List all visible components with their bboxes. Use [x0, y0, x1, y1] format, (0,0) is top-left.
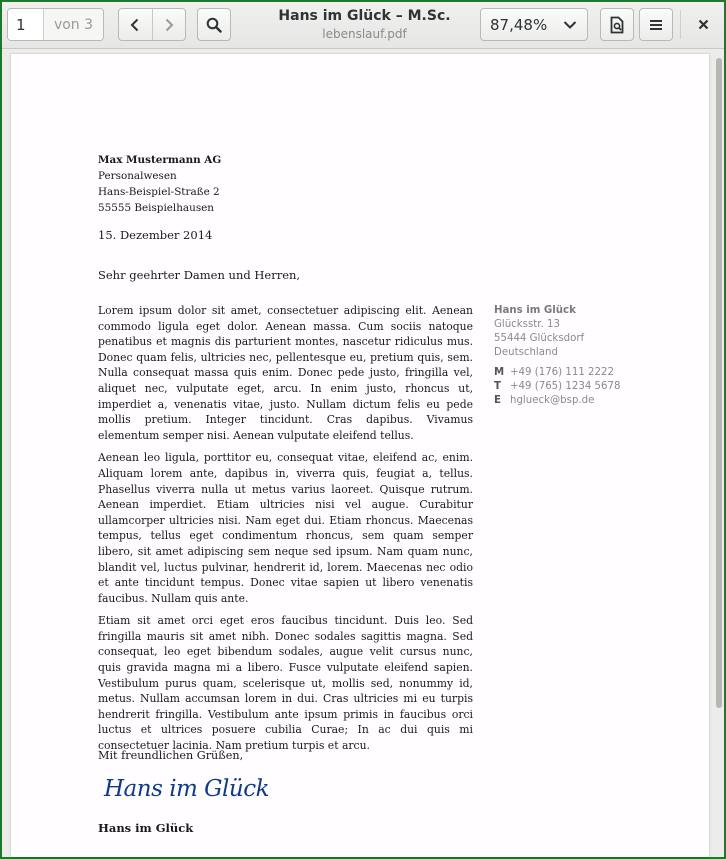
letter-body — [98, 303, 473, 761]
previous-page-button[interactable] — [119, 9, 152, 40]
sender-country: Deutschland — [494, 347, 558, 358]
email-label: E — [494, 395, 501, 406]
document-filename: lebenslauf.pdf — [322, 27, 407, 41]
page-navigator — [7, 8, 104, 41]
zoom-selector[interactable] — [480, 8, 588, 41]
zoom-level: 87,48% — [490, 15, 548, 34]
sender-street: Glücksstr. 13 — [494, 319, 560, 330]
close-button[interactable] — [686, 8, 720, 41]
recipient-address — [98, 152, 221, 216]
body-paragraph: Aenean leo ligula, porttitor eu, consequat vitae, eleifend ac, enim. Aliquam lorem ante, dapibus in, viverra quis, feugiat a, tellus. Phasellus viverra nulla ut metus varius laoreet. Quisque rutrum. Aenean imperdiet. Etiam ultricies nisi vel augue. Curabitur ullamcorper ultricies nisi. Nam eget dui. Etiam rhoncus. Maecenas tempus, tellus eget condimentum rhoncus, sem quam semper libero, sit amet adipiscing sem neque sed ipsum. Nam quam nunc, blandit vel, luctus pulvinar, hendrerit id, lorem. Maecenas nec odio et ante tincidunt tempus. Donec vitae sapien ut libero venenatis faucibus. Nullam quis ante. — [98, 451, 473, 605]
sender-info — [494, 304, 620, 408]
recipient-street: Hans-Beispiel-Straße 2 — [98, 186, 220, 198]
sender-email: hglueck@bsp.de — [510, 395, 595, 406]
letter-closing: Mit freundlichen Grüßen, — [98, 749, 244, 762]
page-total-label: von 3 — [44, 9, 103, 40]
recipient-company: Max Mustermann AG — [98, 154, 222, 166]
body-paragraph: Lorem ipsum dolor sit amet, consectetuer adipiscing elit. Aenean commodo ligula eget dolor. Aenean massa. Cum sociis natoque penatibus et magnis dis parturient montes, nascetur ridiculus mus. Donec quam felis, ultricies nec, pellentesque eu, pretium quis, sem. Nulla consequat massa quis enim. Donec pede justo, fringilla vel, aliquet nec, vulputate eget, arcu. In enim justo, rhoncus ut, imperdiet a, venenatis vitae, justo. Nullam dictum felis eu pede mollis pretium. Integer tincidunt. Cras dapibus. Vivamus elementum semper nisi. Aenean vulputate eleifend tellus. — [98, 304, 473, 442]
document-properties-button[interactable] — [600, 8, 634, 41]
next-page-button[interactable] — [152, 9, 186, 40]
header-bar — [2, 2, 724, 49]
recipient-department: Personalwesen — [98, 170, 177, 182]
document-page — [11, 54, 709, 857]
sender-city: 55444 Glücksdorf — [494, 333, 585, 344]
close-icon — [698, 19, 709, 30]
page-number-input[interactable] — [8, 9, 44, 40]
sender-phone: +49 (765) 1234 5678 — [510, 381, 621, 392]
menu-icon — [649, 19, 663, 31]
letter-salutation: Sehr geehrter Damen und Herren, — [98, 268, 301, 282]
sender-phone-row — [494, 380, 620, 394]
mobile-label: M — [494, 367, 505, 378]
chevron-right-icon — [163, 18, 175, 32]
chevron-down-icon — [563, 20, 577, 30]
handwritten-signature: Hans im Glück — [104, 776, 270, 802]
toolbar-separator — [680, 10, 681, 39]
sender-mobile-row — [494, 366, 620, 380]
page-nav-buttons — [118, 8, 186, 41]
sender-mobile: +49 (176) 111 2222 — [510, 367, 614, 378]
phone-label: T — [494, 381, 501, 392]
search-icon — [206, 17, 222, 33]
signer-name: Hans im Glück — [98, 821, 194, 835]
scrollbar-thumb[interactable] — [716, 58, 722, 708]
document-properties-icon — [609, 16, 625, 34]
recipient-city: 55555 Beispielhausen — [98, 202, 214, 214]
letter-date: 15. Dezember 2014 — [98, 228, 213, 242]
chevron-left-icon — [129, 18, 141, 32]
menu-button[interactable] — [639, 8, 673, 41]
sender-email-row — [494, 394, 620, 408]
body-paragraph: Etiam sit amet orci eget eros faucibus tincidunt. Duis leo. Sed fringilla mauris sit amet nibh. Donec sodales sagittis magna. Sed consequat, leo eget bibendum sodales, augue velit cursus nunc, quis gravida magna mi a libero. Fusce vulputate eleifend sapien. Vestibulum purus quam, scelerisque ut, mollis sed, nonummy id, metus. Nullam accumsan lorem in dui. Cras ultricies mi eu turpis hendrerit fringilla. Vestibulum ante ipsum primis in faucibus orci luctus et ultrices posuere cubilia Curae; In ac dui quis mi consectetuer lacinia. Nam pretium turpis et arcu. — [98, 614, 473, 753]
sender-contacts — [494, 366, 620, 408]
sender-name: Hans im Glück — [494, 305, 576, 316]
title-block — [252, 6, 477, 43]
document-title: Hans im Glück – M.Sc. — [278, 8, 451, 24]
search-button[interactable] — [197, 8, 231, 41]
